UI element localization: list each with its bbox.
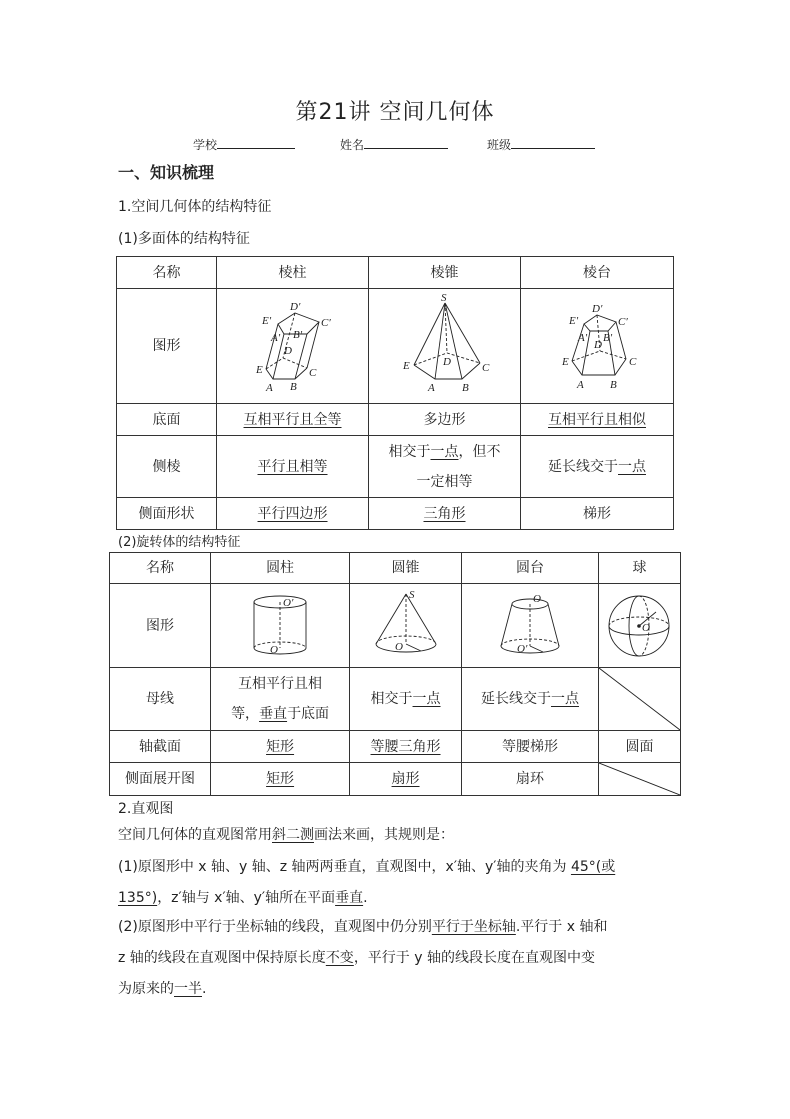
- sphere-unfold: [598, 763, 680, 796]
- prism-edge-answer: 平行且相等: [257, 458, 328, 475]
- header-frustum: 圆台: [462, 553, 599, 584]
- cylinder-diagram: [212, 586, 348, 666]
- sphere-axial: 圆面: [598, 731, 680, 763]
- cone-axial: [350, 731, 462, 763]
- frustum-rot-diagram: [463, 586, 597, 666]
- cone-diagram: [351, 586, 461, 666]
- cone-generatrix: [350, 668, 462, 731]
- rule2-text-a: (2)原图形中平行于坐标轴的线段，直观图中仍分别: [118, 919, 432, 935]
- label-c-prime: C′: [320, 317, 331, 329]
- rule1-text-c: .: [363, 890, 368, 906]
- label-b-prime: B′: [603, 332, 613, 344]
- row-label-figure: 图形: [117, 289, 217, 404]
- cylinder-gen-pre: 等，: [231, 706, 260, 722]
- label-d: D: [283, 345, 292, 357]
- label-a-prime: A′: [270, 332, 280, 344]
- rule2-text-b: .平行于 x 轴和: [515, 919, 608, 935]
- label-c: C: [308, 367, 316, 379]
- rule2-text-d: ，平行于 y 轴的线段长度在直观图中变: [353, 950, 595, 966]
- pyramid-edge-post: ，但不: [458, 443, 501, 460]
- frustum-figure: [521, 289, 674, 404]
- rule-1: [118, 852, 673, 914]
- label-o: O: [642, 621, 651, 634]
- cone-axial-answer: 等腰三角形: [370, 738, 441, 755]
- rule1-answer-1: 45°(或: [570, 859, 616, 875]
- pyramid-edge: [369, 436, 521, 498]
- cylinder-gen-answer: 垂直: [259, 706, 288, 722]
- label-e-prime: E′: [569, 315, 579, 327]
- prism-face-answer: 平行四边形: [257, 505, 328, 522]
- label-o-prime: O′: [283, 596, 294, 609]
- header-cylinder: 圆柱: [211, 553, 350, 584]
- label-c: C: [629, 356, 637, 368]
- label-d-prime: D′: [592, 303, 603, 315]
- cylinder-unfold-answer: 矩形: [266, 771, 295, 787]
- row-label-base: 底面: [117, 404, 217, 436]
- subheading-intuitive: 2.直观图: [118, 801, 174, 817]
- header-name: 名称: [110, 553, 211, 584]
- label-o-top: O: [532, 592, 541, 605]
- row-label-edge: 侧棱: [117, 436, 217, 498]
- section-heading: 一、知识梳理: [118, 163, 215, 182]
- prism-base-answer: 全等: [313, 411, 342, 428]
- sphere-figure: [598, 584, 680, 668]
- diagonal-slash: [599, 668, 680, 730]
- pyramid-diagram: [370, 291, 520, 401]
- cone-gen-answer: 一点: [412, 691, 441, 707]
- prism-diagram: [218, 291, 368, 401]
- header-name: 名称: [117, 257, 217, 289]
- label-d-prime: D′: [289, 301, 300, 313]
- label-o-prime: O′: [516, 642, 528, 655]
- intro-paragraph: [118, 820, 673, 851]
- cylinder-axial-answer: 矩形: [266, 738, 295, 755]
- row-label-figure: 图形: [110, 584, 211, 668]
- prism-figure: [217, 289, 369, 404]
- label-o: O: [394, 640, 403, 653]
- cylinder-figure: [211, 584, 350, 668]
- label-a: A: [265, 382, 273, 394]
- frustum-gen-pre: 延长线交于: [480, 691, 551, 707]
- rule2-answer-2: 不变: [325, 950, 354, 966]
- frustum-edge: [521, 436, 674, 498]
- rule2-answer-3: 一半: [174, 981, 202, 997]
- header-pyramid: 棱锥: [369, 257, 521, 289]
- rule2-text-e: 为原来的: [118, 981, 174, 997]
- rule1-text-b: ，z′轴与 x′轴、y′轴所在平面: [157, 890, 336, 906]
- frustum-axial: 等腰梯形: [462, 731, 599, 763]
- frustum-face: 梯形: [521, 498, 674, 530]
- rule2-text-f: .: [202, 981, 207, 997]
- cylinder-gen-post: 于底面: [287, 706, 330, 722]
- cylinder-unfold: [211, 763, 350, 796]
- intro-answer: 斜二测: [272, 827, 314, 843]
- pyramid-face: [369, 498, 521, 530]
- cone-unfold-answer: 扇形: [391, 771, 420, 787]
- prism-face: [217, 498, 369, 530]
- header-frustum: 棱台: [521, 257, 674, 289]
- page-title: 第21讲 空间几何体: [295, 100, 495, 125]
- prism-base: [217, 404, 369, 436]
- label-a: A: [427, 382, 435, 394]
- polyhedra-table: [116, 256, 674, 530]
- pyramid-edge-line2: 一定相等: [416, 473, 473, 490]
- subheading-rotation: (2)旋转体的结构特征: [118, 535, 241, 550]
- frustum-gen-answer: 一点: [550, 691, 579, 707]
- sphere-diagram: [600, 586, 678, 666]
- cone-gen-pre: 相交于: [370, 691, 413, 707]
- frustum-rot-figure: [462, 584, 599, 668]
- label-b: B: [461, 382, 469, 394]
- frustum-base: [521, 404, 674, 436]
- label-s: S: [408, 588, 415, 601]
- frustum-diagram: [522, 291, 672, 401]
- label-b: B: [610, 379, 617, 391]
- row-label-face: 侧面形状: [117, 498, 217, 530]
- label-s: S: [440, 292, 446, 304]
- rule-2: [118, 912, 673, 1005]
- rule1-answer-2: 135°): [118, 890, 158, 906]
- rule1-answer-3: 垂直: [335, 890, 364, 906]
- label-c: C: [481, 362, 489, 374]
- label-c-prime: C′: [618, 316, 628, 328]
- label-b: B: [289, 381, 297, 393]
- intro-post: 画法来画，其规则是：: [314, 827, 454, 843]
- label-d: D: [594, 339, 602, 351]
- intro-pre: 空间几何体的直观图常用: [118, 827, 272, 843]
- frustum-base-answer: 相似: [618, 411, 646, 428]
- label-e: E: [255, 364, 263, 376]
- frustum-edge-answer: 一点: [618, 458, 646, 475]
- cylinder-generatrix: [211, 668, 350, 731]
- label-a: A: [577, 379, 584, 391]
- name-label: 姓名: [340, 138, 365, 152]
- diagonal-slash: [599, 763, 680, 795]
- name-field[interactable]: [340, 136, 448, 153]
- frustum-base-text: 互相平行且: [548, 411, 618, 428]
- pyramid-figure: [369, 289, 521, 404]
- pyramid-edge-pre: 相交于: [388, 443, 431, 460]
- row-label-unfold: 侧面展开图: [110, 763, 211, 796]
- rule2-answer-1: 平行于坐标轴: [431, 919, 516, 935]
- label-e-prime: E′: [261, 315, 271, 327]
- cone-figure: [350, 584, 462, 668]
- label-a-prime: A′: [578, 332, 588, 344]
- subheading-polyhedra: (1)多面体的结构特征: [118, 231, 250, 247]
- class-label: 班级: [487, 138, 512, 152]
- header-cone: 圆锥: [350, 553, 462, 584]
- subheading-structure: 1.空间几何体的结构特征: [118, 199, 272, 215]
- header-prism: 棱柱: [217, 257, 369, 289]
- label-d: D: [442, 356, 451, 368]
- cone-unfold: [350, 763, 462, 796]
- prism-base-text: 互相平行且: [243, 411, 314, 428]
- pyramid-base: 多边形: [369, 404, 521, 436]
- sphere-generatrix: [598, 668, 680, 731]
- row-label-axial: 轴截面: [110, 731, 211, 763]
- cylinder-axial: [211, 731, 350, 763]
- rule2-text-c: z 轴的线段在直观图中保持原长度: [118, 950, 326, 966]
- frustum-edge-pre: 延长线交于: [548, 458, 618, 475]
- school-field[interactable]: [193, 136, 295, 153]
- school-label: 学校: [193, 138, 218, 152]
- rule1-text-a: (1)原图形中 x 轴、y 轴、z 轴两两垂直，直观图中，x′轴、y′轴的夹角为: [118, 859, 571, 875]
- class-field[interactable]: [487, 136, 595, 153]
- pyramid-edge-answer: 一点: [430, 443, 459, 460]
- label-e: E: [562, 356, 569, 368]
- frustum-unfold: 扇环: [462, 763, 599, 796]
- label-e: E: [402, 360, 410, 372]
- label-o: O: [270, 643, 279, 656]
- cylinder-gen-line1: 互相平行且相: [238, 676, 323, 692]
- frustum-generatrix: [462, 668, 599, 731]
- prism-edge: [217, 436, 369, 498]
- pyramid-face-answer: 三角形: [423, 505, 466, 522]
- row-label-generatrix: 母线: [110, 668, 211, 731]
- header-sphere: 球: [598, 553, 680, 584]
- label-b-prime: B′: [292, 329, 302, 341]
- rotation-table: [109, 552, 681, 796]
